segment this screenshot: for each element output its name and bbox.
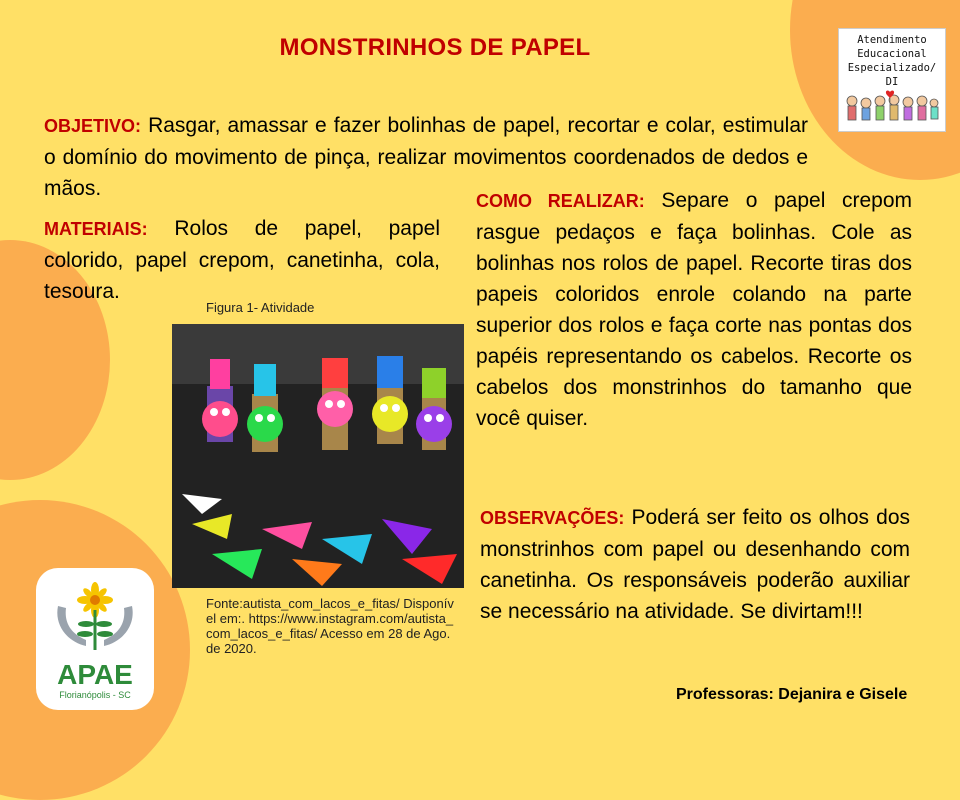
paper-monsters-picture — [172, 324, 464, 588]
badge-line-3: Especializado/ DI — [847, 62, 937, 88]
como-realizar-paragraph — [476, 185, 912, 434]
source-citation: Fonte:autista_com_lacos_e_fitas/ Disponível em:. https://www.instagram.com/autista_com_lacos_e_fitas/ Acesso em 28 de Ago. de 2020. — [206, 596, 454, 656]
activity-photo — [172, 324, 464, 588]
objetivo-label: OBJETIVO: — [44, 116, 142, 136]
apae-logo — [36, 568, 154, 710]
logo-name: APAE — [57, 659, 133, 690]
materiais-text: Rolos de papel, papel colorido, papel crepom, canetinha, cola, tesoura. — [44, 217, 440, 303]
badge-text — [839, 33, 945, 89]
aee-badge — [838, 28, 946, 132]
footer-teachers: Professoras: Dejanira e Gisele — [676, 686, 908, 703]
objetivo-text: Rasgar, amassar e fazer bolinhas de papel, recortar e colar, estimular o domínio do movimento de pinça, realizar movimentos coordenados de dedos e mãos. — [44, 114, 808, 200]
materiais-paragraph — [44, 213, 440, 307]
badge-line-1: Atendimento — [857, 34, 927, 46]
logo-city: Florianópolis - SC — [59, 690, 131, 700]
figure-caption: Figura 1- Atividade — [206, 300, 315, 315]
observacoes-text: Poderá ser feito os olhos dos monstrinhos com papel ou desenhando com canetinha. Os responsáveis poderão auxiliar se necessário na atividade. Se divirtam!!! — [480, 506, 910, 623]
page-title: MONSTRINHOS DE PAPEL — [279, 34, 591, 61]
observacoes-label: OBSERVAÇÕES: — [480, 508, 625, 528]
observacoes-paragraph — [480, 502, 910, 627]
como-realizar-label: COMO REALIZAR: — [476, 191, 645, 211]
materiais-label: MATERIAIS: — [44, 219, 148, 239]
como-realizar-text: Separe o papel crepom rasgue pedaços e faça bolinhas. Cole as bolinhas nos rolos de papel. Recorte tiras dos papeis coloridos enrole colando na parte superior dos rolos e faça corte nas pontas dos papéis representando os cabelos. Recorte os cabelos dos monstrinhos do tamanho que você quiser. — [476, 189, 912, 430]
badge-line-2: Educacional — [857, 48, 927, 60]
children-illustration — [842, 89, 942, 135]
apae-flower-hands-icon — [50, 576, 140, 656]
